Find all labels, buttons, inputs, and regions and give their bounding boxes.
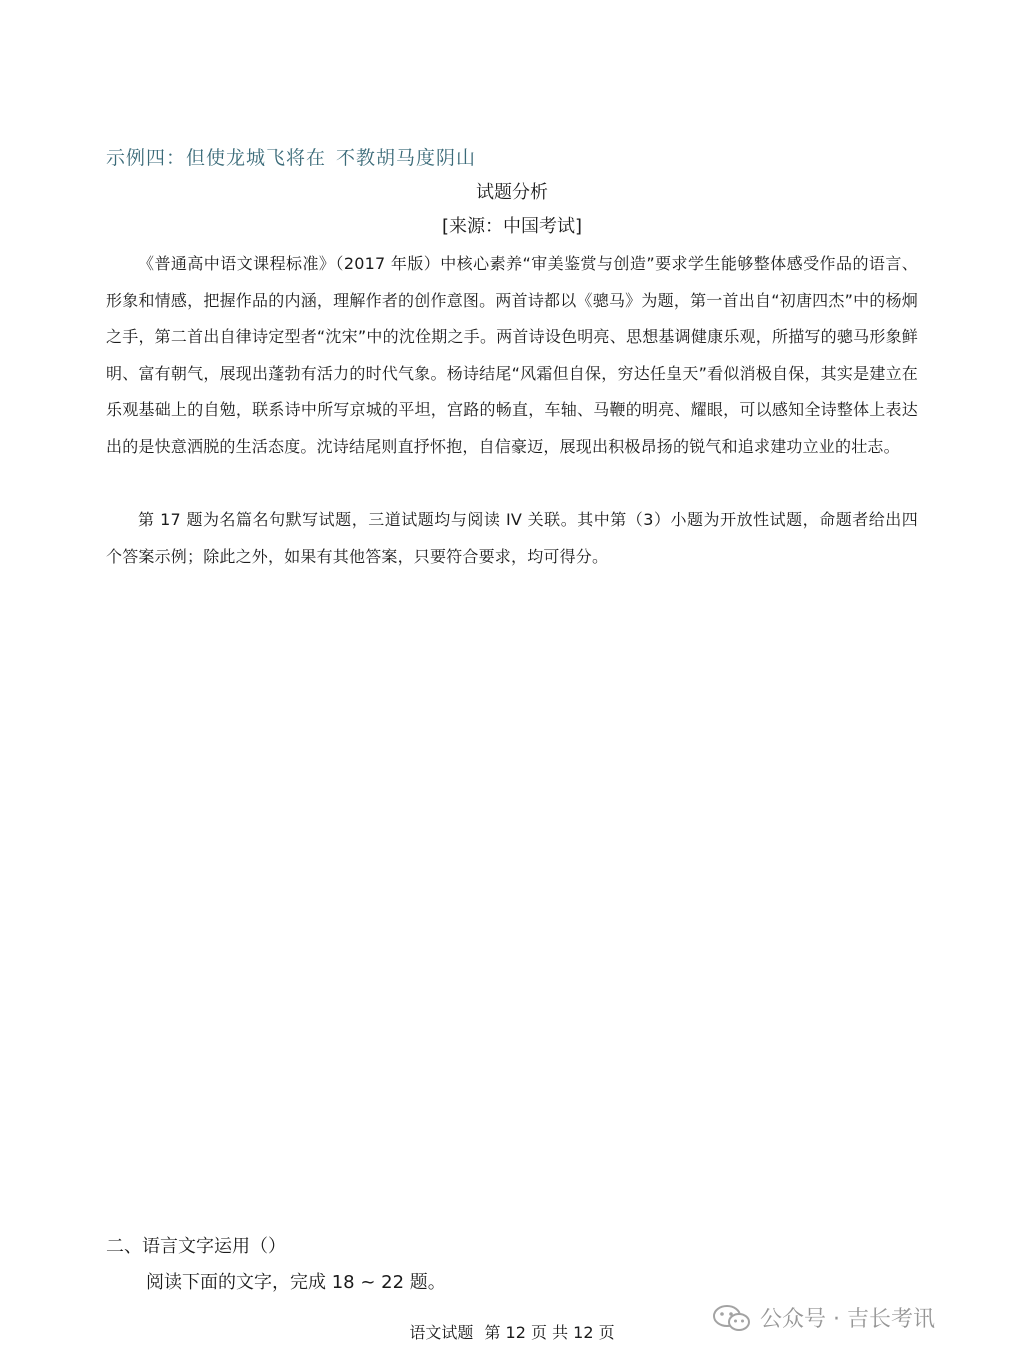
wechat-icon (712, 1304, 752, 1332)
analysis-paragraph-2: 第 17 题为名篇名句默写试题，三道试题均与阅读 IV 关联。其中第（3）小题为开放性试题，命题者给出四个答案示例；除此之外，如果有其他答案，只要符合要求，均可得分。 (106, 510, 918, 566)
analysis-paragraph-1: 《普通高中语文课程标准》（2017 年版）中核心素养“审美鉴赏与创造”要求学生能够整体感受作品的语言、形象和情感，把握作品的内涵，理解作者的创作意图。两首诗都以《骢马》为题，第一首出自“初唐四杰”中的杨炯之手，第二首出自律诗定型者“沈宋”中的沈佺期之手。两首诗设色明亮、思想基调健康乐观，所描写的骢马形象鲜明、富有朝气，展现出蓬勃有活力的时代气象。杨诗结尾“风霜但自保，穷达任皇天”看似消极自保，其实是建立在乐观基础上的自勉，联系诗中所写京城的平坦，宫路的畅直，车轴、马鞭的明亮、耀眼，可以感知全诗整体上表达出的是快意洒脱的生活态度。沈诗结尾则直抒怀抱，自信豪迈，展现出积极昂扬的锐气和追求建功立业的壮志。 (106, 254, 918, 456)
footer-page-number: 第 12 页 共 12 页 (484, 1323, 615, 1342)
source-label: [来源：中国考试] (441, 216, 583, 237)
example-label: 示例四： (106, 147, 187, 169)
section-instruction: 阅读下面的文字，完成 18 ~ 22 题。 (146, 1272, 446, 1293)
analysis-title: 试题分析 (476, 182, 548, 203)
example-line-2: 不教胡马度阴山 (336, 147, 477, 169)
watermark (712, 1302, 935, 1333)
section-heading: 二、语言文字运用（） (106, 1236, 286, 1257)
footer-subject: 语文试题 (409, 1323, 474, 1342)
example-line-1: 但使龙城飞将在 (186, 147, 327, 169)
watermark-text: 公众号 · 吉长考讯 (760, 1307, 935, 1332)
example-answer-four (106, 143, 476, 170)
